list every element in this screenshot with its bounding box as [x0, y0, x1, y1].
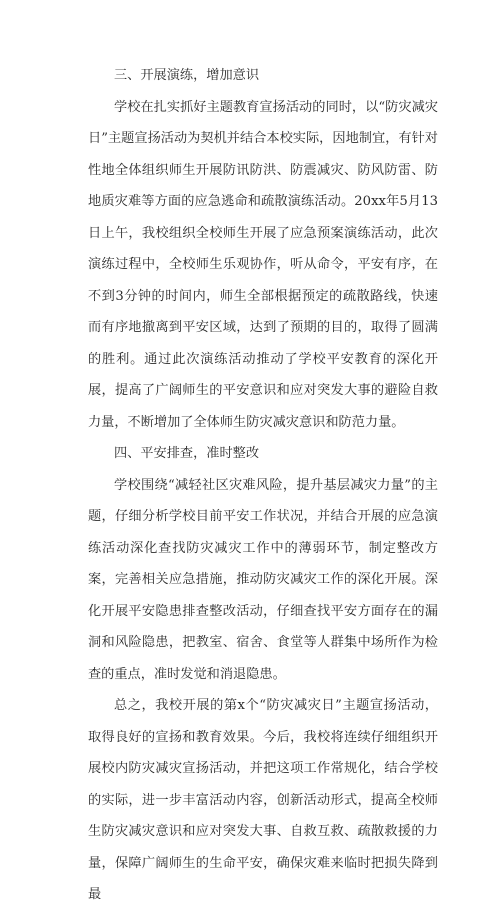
- section-3-paragraph: 学校在扎实抓好主题教育宣扬活动的同时，以“防灾减灾日”主题宣扬活动为契机并结合本校实际，因地制宜，有针对性地全体组织师生开展防讯防洪、防震减灾、防风防雷、防地质灾难等方面的应急逃命和疏散演练活动。20xx年5月13日上午，我校组织全校师生开展了应急预案演练活动，此次演练过程中，全校师生乐观协作，听从命令，平安有序，在不到3分钟的时间内，师生全部根据预定的疏散路线，快速而有序地撤离到平安区域，达到了预期的目的，取得了圆满的胜利。通过此次演练活动推动了学校平安教育的深化开展，提高了广阔师生的平安意识和应对突发大事的避险自救力量，不断增加了全体师生防灾减灾意识和防范力量。: [88, 99, 438, 430]
- section-3-heading: 三、开展演练，增加意识: [114, 68, 260, 83]
- document-page: [88, 60, 438, 911]
- summary-paragraph: 总之，我校开展的第x个“防灾减灾日”主题宣扬活动，取得良好的宣扬和教育效果。今后，我校将连续仔细组织开展校内防灾减灾宣扬活动，并把这项工作常规化，结合学校的实际，进一步丰富活动内容，创新活动形式，提高全校师生防灾减灾意识和应对突发大事、自救互救、疏散救援的力量，保障广阔师生的生命平安，确保灾难来临时把损失降到最: [88, 698, 438, 902]
- section-4-paragraph: 学校围绕“减轻社区灾难风险，提升基层减灾力量”的主题，仔细分析学校目前平安工作状况，并结合开展的应急演练活动深化查找防灾减灾工作中的薄弱环节，制定整改方案，完善相关应急措施，推动防灾减灾工作的深化开展。深化开展平安隐患排查整改活动，仔细查找平安方面存在的漏洞和风险隐患，把教室、宿舍、食堂等人群集中场所作为检查的重点，准时发觉和消退隐患。: [88, 477, 438, 682]
- section-4-heading: 四、平安排查，准时整改: [114, 446, 260, 461]
